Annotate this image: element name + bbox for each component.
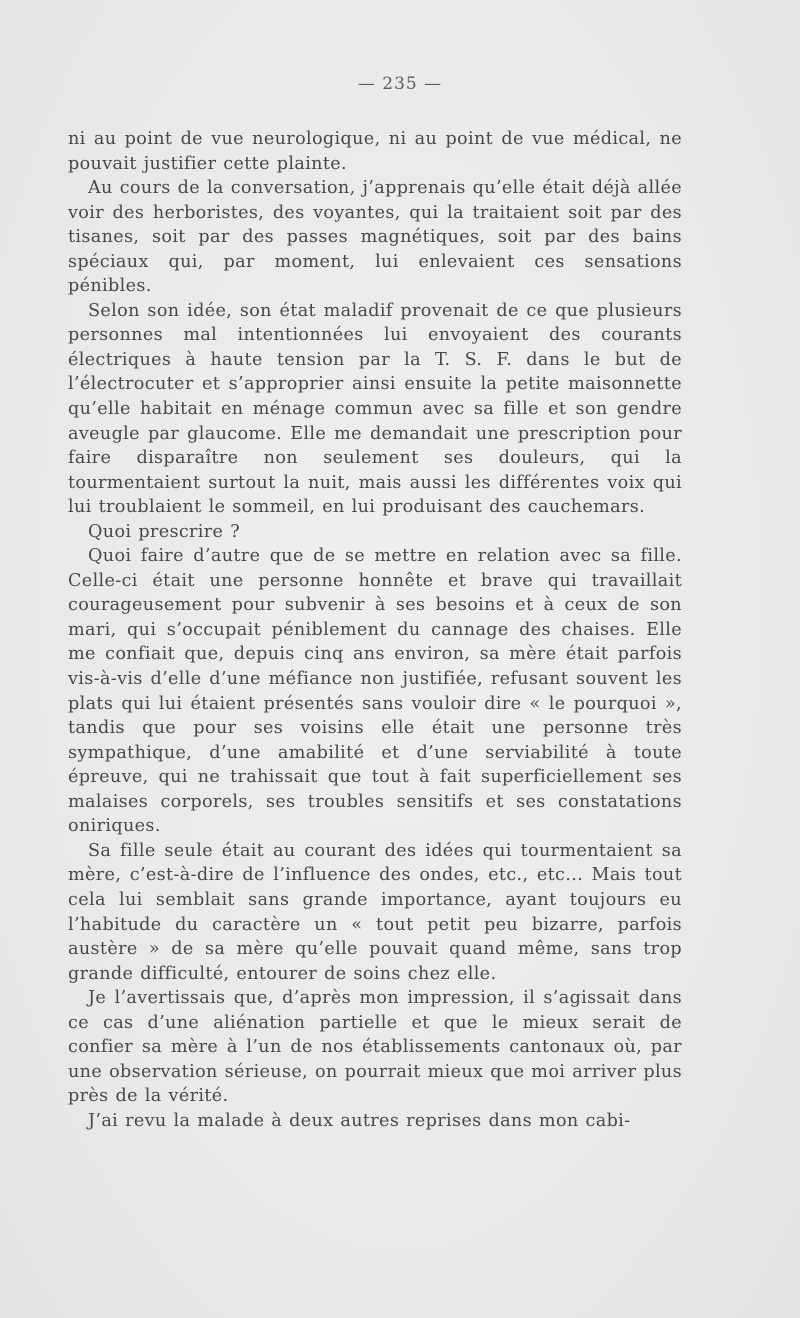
paragraph-3: Selon son idée, son état maladif provenait de ce que plusieurs personnes mal intentionnées lui envoyaient des courants électriques à haute tension par la T. S. F. dans le but de l’électrocuter et s’approprier ainsi ensuite la petite maisonnette qu’elle habitait en ménage commun avec sa fille et son gendre aveugle par glaucome. Elle me demandait une prescription pour faire disparaître non seulement ses douleurs, qui la tourmentaient surtout la nuit, mais aussi les différentes voix qui lui troublaient le sommeil, en lui produisant des cauchemars. — [68, 300, 682, 518]
paragraph-6: Sa fille seule était au courant des idées qui tourmentaient sa mère, c’est-à-dire de l’influence des ondes, etc., etc... Mais tout cela lui semblait sans grande importance, ayant toujours eu l’habitude du caractère un « tout petit peu bizarre, parfois austère » de sa mère qu’elle pouvait quand même, sans trop grande difficulté, entourer de soins chez elle. — [68, 840, 682, 984]
paragraph-5: Quoi faire d’autre que de se mettre en relation avec sa fille. Celle-ci était une personne honnête et brave qui travaillait courageusement pour subvenir à ses besoins et à ceux de son mari, qui s’occupait péniblement du cannage des chaises. Elle me confiait que, depuis cinq ans environ, sa mère était parfois vis-à-vis d’elle d’une méfiance non justifiée, refusant souvent les plats qui lui étaient présentés sans vouloir dire « le pourquoi », tandis que pour ses voisins elle était une personne très sympathique, d’une amabilité et d’une serviabilité à toute épreuve, qui ne trahissait que tout à fait superficiellement ses malaises corporels, ses troubles sensitifs et ses constatations oniriques. — [68, 546, 682, 837]
paragraph-8: J’ai revu la malade à deux autres reprises dans mon cabi- — [88, 1110, 631, 1131]
page-number: — 235 — — [357, 74, 443, 94]
paragraph-2: Au cours de la conversation, j’apprenais qu’elle était déjà allée voir des herboristes, des voyantes, qui la traitaient soit par des tisanes, soit par des passes magnétiques, soit par des bains spéciaux qui, par moment, lui enlevaient ces sensations pénibles. — [68, 178, 682, 297]
paragraph-4: Quoi prescrire ? — [88, 521, 241, 542]
paragraph-1: ni au point de vue neurologique, ni au point de vue médical, ne pouvait justifier cette plainte. — [68, 129, 682, 174]
paragraph-7: Je l’avertissais que, d’après mon impression, il s’agissait dans ce cas d’une aliénation partielle et que le mieux serait de confier sa mère à l’un de nos établissements cantonaux où, par une observation sérieuse, on pourrait mieux que moi arriver plus près de la vérité. — [68, 988, 682, 1107]
body-text — [68, 127, 682, 1133]
